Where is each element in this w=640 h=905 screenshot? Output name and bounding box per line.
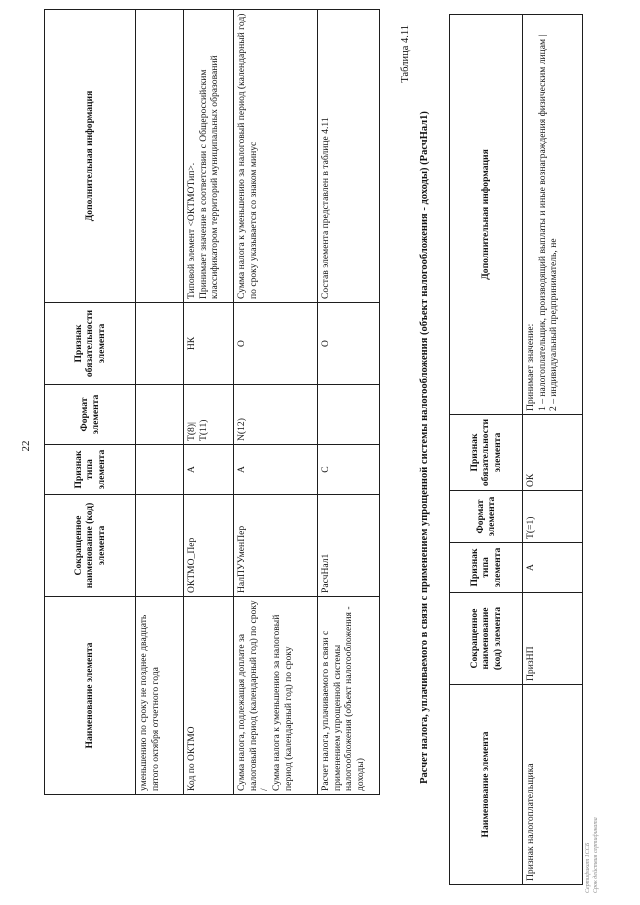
- cell-code: ПризНП: [523, 593, 583, 685]
- header-format: Формат элемента: [450, 491, 523, 543]
- cell-code: РасчНал1: [318, 495, 380, 597]
- table-row: [523, 15, 583, 885]
- header-type: Признак типа элемента: [450, 543, 523, 593]
- elements-table: [44, 9, 380, 795]
- cell-name: уменьшению по сроку не позднее двадцать пятого октября отчетного года: [136, 597, 184, 795]
- header-info: Дополнительная информация: [450, 15, 523, 415]
- table-title: Расчет налога, уплачиваемого в связи с применением упрощенной системы налогообложения (объект налогообложения - доходы) (РасчНал1): [419, 111, 430, 784]
- header-name: Наименование элемента: [45, 597, 136, 795]
- cell-info: [136, 10, 184, 303]
- cell-info: Сумма налога к уменьшению за налоговый период (календарный год) по сроку указывается со знаком минус: [234, 10, 318, 303]
- cell-code: НалПУУменПер: [234, 495, 318, 597]
- header-type: Признак типа элемента: [45, 445, 136, 495]
- cell-required: [136, 303, 184, 385]
- cell-code: ОКТМО_Пер: [184, 495, 234, 597]
- table-row: [234, 10, 318, 795]
- header-code: Сокращенное наименование (код) элемента: [450, 593, 523, 685]
- cell-name: Расчет налога, уплачиваемого в связи с применением упрощенной системы налогообложения (объект налогообложения - доходы): [318, 597, 380, 795]
- cell-type: С: [318, 445, 380, 495]
- stamp-line: Срок действия сертификата: [592, 817, 599, 893]
- cell-name: Признак налогоплательщика: [523, 685, 583, 885]
- cell-format: [136, 385, 184, 445]
- cell-type: А: [523, 543, 583, 593]
- cell-format: N(12): [234, 385, 318, 445]
- table-row: [184, 10, 234, 795]
- header-required: Признак обязательности элемента: [45, 303, 136, 385]
- table-header-row: [450, 15, 523, 885]
- header-code: Сокращенное наименование (код) элемента: [45, 495, 136, 597]
- stamp-line: Сертификат 1ССБ: [585, 842, 591, 893]
- cell-type: А: [184, 445, 234, 495]
- table-row: [136, 10, 184, 795]
- header-required: Признак обязательности элемента: [450, 415, 523, 491]
- page-number: 22: [20, 440, 32, 452]
- cell-code: [136, 495, 184, 597]
- tax-calc-table: [449, 14, 583, 885]
- header-format: Формат элемента: [45, 385, 136, 445]
- cell-type: [136, 445, 184, 495]
- cell-format: T(8)| T(11): [184, 385, 234, 445]
- cell-required: О: [234, 303, 318, 385]
- header-info: Дополнительная информация: [45, 10, 136, 303]
- cell-info: Состав элемента представлен в таблице 4.11: [318, 10, 380, 303]
- table-header-row: [45, 10, 136, 795]
- cell-format: [318, 385, 380, 445]
- cell-info: Типовой элемент <ОКТМОТип>. Принимает значение в соответствии с Общероссийским классификатором территорий муниципальных образований: [184, 10, 234, 303]
- header-name: Наименование элемента: [450, 685, 523, 885]
- cell-name: Сумма налога, подлежащая доплате за налоговый период (календарный год) по сроку / Сумма налога к уменьшению за налоговый период (календарный год) по сроку: [234, 597, 318, 795]
- cell-required: ОК: [523, 415, 583, 491]
- cell-format: T(=1): [523, 491, 583, 543]
- signature-stamp: [585, 723, 601, 893]
- cell-info: Принимает значение: 1 – налогоплательщик, производящий выплаты и иные вознаграждения физическим лицам | 2 – индивидуальный предприниматель, не: [523, 15, 583, 415]
- cell-type: А: [234, 445, 318, 495]
- cell-required: О: [318, 303, 380, 385]
- cell-name: Код по ОКТМО: [184, 597, 234, 795]
- table-caption: Таблица 4.11: [400, 25, 411, 83]
- cell-required: НК: [184, 303, 234, 385]
- table-row: [318, 10, 380, 795]
